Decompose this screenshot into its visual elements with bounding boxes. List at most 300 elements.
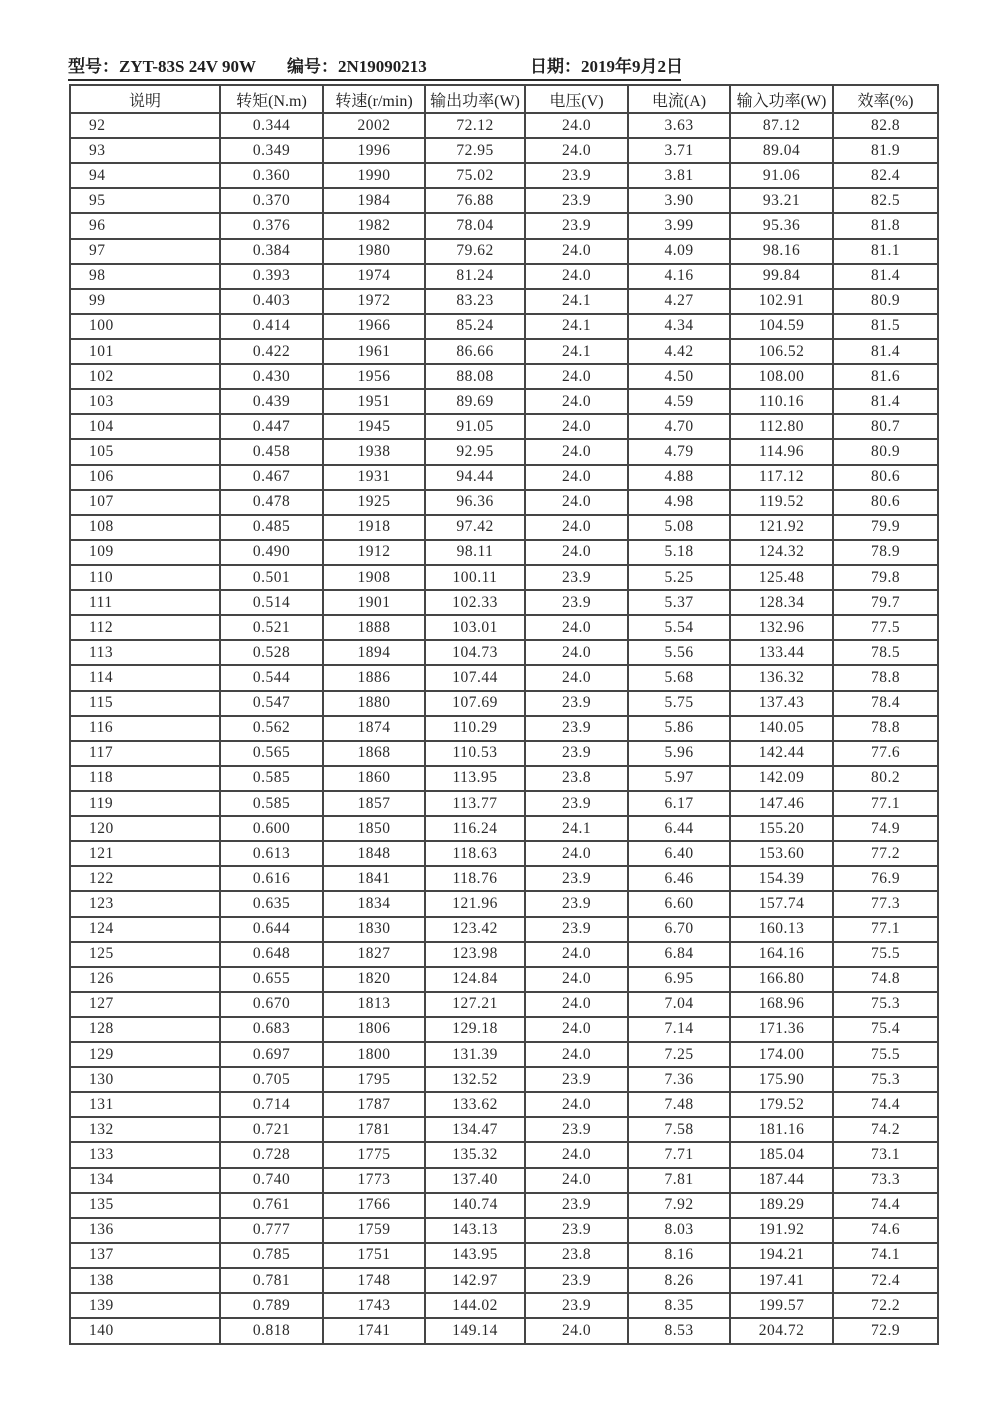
table-row (70, 590, 938, 615)
cell-desc: 108 (70, 515, 220, 540)
cell-efficiency: 78.8 (833, 665, 938, 690)
motor-test-data-table (69, 84, 939, 1345)
table-row (70, 841, 938, 866)
cell-input-power: 110.16 (730, 389, 833, 414)
table-row (70, 414, 938, 439)
cell-current: 7.25 (628, 1042, 730, 1067)
cell-speed: 1880 (323, 691, 425, 716)
cell-speed: 1874 (323, 716, 425, 741)
table-row (70, 1142, 938, 1167)
cell-torque: 0.490 (220, 540, 323, 565)
cell-torque: 0.721 (220, 1117, 323, 1142)
cell-output-power: 123.98 (425, 942, 525, 967)
cell-speed: 1806 (323, 1017, 425, 1042)
cell-torque: 0.439 (220, 389, 323, 414)
cell-speed: 1820 (323, 967, 425, 992)
cell-output-power: 79.62 (425, 239, 525, 264)
cell-current: 5.25 (628, 565, 730, 590)
cell-torque: 0.585 (220, 766, 323, 791)
cell-output-power: 83.23 (425, 289, 525, 314)
table-row (70, 565, 938, 590)
cell-torque: 0.528 (220, 640, 323, 665)
cell-input-power: 197.41 (730, 1268, 833, 1293)
cell-speed: 1743 (323, 1293, 425, 1318)
cell-input-power: 136.32 (730, 665, 833, 690)
cell-current: 7.14 (628, 1017, 730, 1042)
cell-output-power: 89.69 (425, 389, 525, 414)
cell-current: 4.98 (628, 490, 730, 515)
cell-voltage: 23.8 (525, 766, 628, 791)
cell-output-power: 72.95 (425, 138, 525, 163)
table-row (70, 339, 938, 364)
cell-desc: 92 (70, 113, 220, 138)
cell-desc: 127 (70, 992, 220, 1017)
cell-voltage: 24.0 (525, 515, 628, 540)
cell-current: 4.34 (628, 314, 730, 339)
cell-current: 4.79 (628, 439, 730, 464)
cell-current: 5.96 (628, 741, 730, 766)
cell-voltage: 24.0 (525, 665, 628, 690)
cell-torque: 0.403 (220, 289, 323, 314)
cell-current: 7.81 (628, 1168, 730, 1193)
cell-speed: 1848 (323, 841, 425, 866)
cell-voltage: 23.9 (525, 1193, 628, 1218)
table-row (70, 188, 938, 213)
cell-output-power: 149.14 (425, 1318, 525, 1344)
cell-voltage: 24.0 (525, 640, 628, 665)
cell-torque: 0.562 (220, 716, 323, 741)
cell-speed: 1787 (323, 1092, 425, 1117)
cell-voltage: 24.0 (525, 239, 628, 264)
cell-output-power: 121.96 (425, 891, 525, 916)
cell-efficiency: 82.5 (833, 188, 938, 213)
cell-output-power: 107.44 (425, 665, 525, 690)
cell-efficiency: 72.2 (833, 1293, 938, 1318)
cell-desc: 140 (70, 1318, 220, 1344)
cell-voltage: 24.0 (525, 439, 628, 464)
cell-desc: 93 (70, 138, 220, 163)
cell-torque: 0.501 (220, 565, 323, 590)
cell-voltage: 24.0 (525, 1318, 628, 1344)
cell-desc: 104 (70, 414, 220, 439)
table-row (70, 113, 938, 138)
cell-torque: 0.740 (220, 1168, 323, 1193)
cell-torque: 0.547 (220, 691, 323, 716)
cell-efficiency: 78.4 (833, 691, 938, 716)
cell-speed: 1984 (323, 188, 425, 213)
table-row (70, 741, 938, 766)
cell-speed: 1830 (323, 917, 425, 942)
cell-current: 4.88 (628, 465, 730, 490)
cell-desc: 125 (70, 942, 220, 967)
cell-output-power: 123.42 (425, 917, 525, 942)
cell-input-power: 125.48 (730, 565, 833, 590)
cell-desc: 119 (70, 791, 220, 816)
date-label: 日期：2019年9月2日 (530, 57, 683, 76)
cell-output-power: 134.47 (425, 1117, 525, 1142)
column-header-voltage: 电压(V) (525, 85, 628, 113)
column-header-desc: 说明 (70, 85, 220, 113)
cell-desc: 135 (70, 1193, 220, 1218)
cell-input-power: 160.13 (730, 917, 833, 942)
cell-efficiency: 80.9 (833, 289, 938, 314)
cell-output-power: 76.88 (425, 188, 525, 213)
cell-desc: 99 (70, 289, 220, 314)
cell-voltage: 24.1 (525, 314, 628, 339)
model-label: 型号：ZYT-83S 24V 90W (68, 57, 256, 76)
cell-input-power: 153.60 (730, 841, 833, 866)
cell-voltage: 24.0 (525, 138, 628, 163)
cell-speed: 1834 (323, 891, 425, 916)
cell-voltage: 24.0 (525, 414, 628, 439)
cell-current: 5.56 (628, 640, 730, 665)
cell-speed: 1886 (323, 665, 425, 690)
cell-speed: 1795 (323, 1067, 425, 1092)
cell-current: 3.90 (628, 188, 730, 213)
cell-torque: 0.683 (220, 1017, 323, 1042)
cell-output-power: 98.11 (425, 540, 525, 565)
cell-efficiency: 75.4 (833, 1017, 938, 1042)
cell-input-power: 189.29 (730, 1193, 833, 1218)
cell-speed: 1925 (323, 490, 425, 515)
cell-desc: 117 (70, 741, 220, 766)
cell-efficiency: 74.1 (833, 1243, 938, 1268)
cell-voltage: 23.9 (525, 1117, 628, 1142)
table-row (70, 891, 938, 916)
cell-output-power: 143.13 (425, 1218, 525, 1243)
cell-current: 4.09 (628, 239, 730, 264)
cell-voltage: 24.0 (525, 967, 628, 992)
cell-torque: 0.478 (220, 490, 323, 515)
cell-speed: 1931 (323, 465, 425, 490)
table-row (70, 1218, 938, 1243)
cell-input-power: 171.36 (730, 1017, 833, 1042)
cell-voltage: 24.0 (525, 1142, 628, 1167)
cell-desc: 124 (70, 917, 220, 942)
cell-efficiency: 73.1 (833, 1142, 938, 1167)
cell-torque: 0.447 (220, 414, 323, 439)
cell-desc: 116 (70, 716, 220, 741)
cell-output-power: 91.05 (425, 414, 525, 439)
cell-speed: 1860 (323, 766, 425, 791)
cell-current: 7.04 (628, 992, 730, 1017)
cell-voltage: 24.1 (525, 816, 628, 841)
cell-current: 7.92 (628, 1193, 730, 1218)
cell-current: 8.03 (628, 1218, 730, 1243)
cell-efficiency: 77.1 (833, 917, 938, 942)
cell-input-power: 179.52 (730, 1092, 833, 1117)
cell-speed: 1990 (323, 163, 425, 188)
cell-input-power: 89.04 (730, 138, 833, 163)
cell-output-power: 132.52 (425, 1067, 525, 1092)
cell-voltage: 24.0 (525, 1042, 628, 1067)
cell-output-power: 142.97 (425, 1268, 525, 1293)
cell-voltage: 24.0 (525, 1168, 628, 1193)
cell-speed: 1781 (323, 1117, 425, 1142)
cell-voltage: 23.9 (525, 1067, 628, 1092)
cell-torque: 0.393 (220, 264, 323, 289)
cell-efficiency: 74.8 (833, 967, 938, 992)
cell-current: 5.37 (628, 590, 730, 615)
cell-input-power: 108.00 (730, 364, 833, 389)
cell-efficiency: 79.8 (833, 565, 938, 590)
cell-input-power: 140.05 (730, 716, 833, 741)
cell-speed: 1938 (323, 439, 425, 464)
cell-speed: 2002 (323, 113, 425, 138)
cell-torque: 0.777 (220, 1218, 323, 1243)
cell-torque: 0.728 (220, 1142, 323, 1167)
cell-torque: 0.616 (220, 866, 323, 891)
cell-input-power: 102.91 (730, 289, 833, 314)
cell-efficiency: 78.8 (833, 716, 938, 741)
cell-efficiency: 77.1 (833, 791, 938, 816)
cell-efficiency: 73.3 (833, 1168, 938, 1193)
cell-speed: 1775 (323, 1142, 425, 1167)
cell-desc: 139 (70, 1293, 220, 1318)
cell-voltage: 23.9 (525, 565, 628, 590)
cell-desc: 113 (70, 640, 220, 665)
cell-input-power: 157.74 (730, 891, 833, 916)
cell-speed: 1918 (323, 515, 425, 540)
cell-output-power: 85.24 (425, 314, 525, 339)
cell-speed: 1766 (323, 1193, 425, 1218)
table-row (70, 1268, 938, 1293)
cell-torque: 0.655 (220, 967, 323, 992)
cell-speed: 1956 (323, 364, 425, 389)
cell-output-power: 124.84 (425, 967, 525, 992)
cell-efficiency: 81.1 (833, 239, 938, 264)
cell-torque: 0.781 (220, 1268, 323, 1293)
cell-desc: 129 (70, 1042, 220, 1067)
cell-speed: 1850 (323, 816, 425, 841)
document-header (68, 55, 681, 81)
cell-output-power: 86.66 (425, 339, 525, 364)
cell-voltage: 24.0 (525, 942, 628, 967)
cell-current: 5.18 (628, 540, 730, 565)
cell-voltage: 23.9 (525, 741, 628, 766)
cell-efficiency: 72.4 (833, 1268, 938, 1293)
cell-speed: 1748 (323, 1268, 425, 1293)
cell-input-power: 155.20 (730, 816, 833, 841)
cell-speed: 1974 (323, 264, 425, 289)
cell-output-power: 81.24 (425, 264, 525, 289)
cell-desc: 118 (70, 766, 220, 791)
cell-desc: 95 (70, 188, 220, 213)
cell-input-power: 95.36 (730, 213, 833, 238)
cell-voltage: 23.9 (525, 213, 628, 238)
table-row (70, 766, 938, 791)
cell-desc: 138 (70, 1268, 220, 1293)
cell-current: 5.08 (628, 515, 730, 540)
cell-input-power: 181.16 (730, 1117, 833, 1142)
table-row (70, 490, 938, 515)
cell-input-power: 121.92 (730, 515, 833, 540)
cell-efficiency: 80.2 (833, 766, 938, 791)
cell-speed: 1972 (323, 289, 425, 314)
cell-speed: 1813 (323, 992, 425, 1017)
cell-torque: 0.430 (220, 364, 323, 389)
cell-voltage: 23.9 (525, 691, 628, 716)
table-row (70, 1042, 938, 1067)
cell-input-power: 112.80 (730, 414, 833, 439)
cell-desc: 122 (70, 866, 220, 891)
column-header-output-power: 输出功率(W) (425, 85, 525, 113)
cell-voltage: 24.0 (525, 113, 628, 138)
cell-input-power: 164.16 (730, 942, 833, 967)
cell-input-power: 142.44 (730, 741, 833, 766)
table-header-row (70, 85, 938, 113)
cell-desc: 96 (70, 213, 220, 238)
cell-voltage: 24.0 (525, 364, 628, 389)
cell-torque: 0.644 (220, 917, 323, 942)
cell-output-power: 113.77 (425, 791, 525, 816)
cell-torque: 0.635 (220, 891, 323, 916)
cell-desc: 128 (70, 1017, 220, 1042)
cell-efficiency: 80.7 (833, 414, 938, 439)
cell-efficiency: 77.6 (833, 741, 938, 766)
cell-current: 4.50 (628, 364, 730, 389)
cell-voltage: 23.9 (525, 791, 628, 816)
cell-efficiency: 80.6 (833, 465, 938, 490)
cell-voltage: 23.9 (525, 1293, 628, 1318)
cell-speed: 1800 (323, 1042, 425, 1067)
cell-efficiency: 74.4 (833, 1092, 938, 1117)
cell-output-power: 94.44 (425, 465, 525, 490)
cell-desc: 133 (70, 1142, 220, 1167)
cell-input-power: 194.21 (730, 1243, 833, 1268)
cell-torque: 0.818 (220, 1318, 323, 1344)
cell-efficiency: 75.3 (833, 992, 938, 1017)
table-row (70, 289, 938, 314)
table-row (70, 1193, 938, 1218)
cell-voltage: 23.9 (525, 188, 628, 213)
cell-speed: 1841 (323, 866, 425, 891)
table-row (70, 967, 938, 992)
cell-voltage: 23.8 (525, 1243, 628, 1268)
cell-input-power: 104.59 (730, 314, 833, 339)
cell-current: 3.63 (628, 113, 730, 138)
table-row (70, 1067, 938, 1092)
cell-current: 6.40 (628, 841, 730, 866)
cell-input-power: 132.96 (730, 615, 833, 640)
cell-output-power: 137.40 (425, 1168, 525, 1193)
cell-speed: 1901 (323, 590, 425, 615)
cell-desc: 97 (70, 239, 220, 264)
cell-output-power: 113.95 (425, 766, 525, 791)
table-row (70, 791, 938, 816)
table-row (70, 640, 938, 665)
cell-desc: 102 (70, 364, 220, 389)
cell-output-power: 133.62 (425, 1092, 525, 1117)
cell-desc: 136 (70, 1218, 220, 1243)
cell-torque: 0.789 (220, 1293, 323, 1318)
cell-speed: 1773 (323, 1168, 425, 1193)
cell-torque: 0.565 (220, 741, 323, 766)
cell-voltage: 24.0 (525, 490, 628, 515)
cell-torque: 0.714 (220, 1092, 323, 1117)
cell-torque: 0.600 (220, 816, 323, 841)
cell-torque: 0.670 (220, 992, 323, 1017)
table-row (70, 665, 938, 690)
cell-efficiency: 81.4 (833, 389, 938, 414)
cell-voltage: 24.1 (525, 289, 628, 314)
cell-torque: 0.785 (220, 1243, 323, 1268)
cell-output-power: 110.29 (425, 716, 525, 741)
cell-speed: 1888 (323, 615, 425, 640)
cell-current: 6.95 (628, 967, 730, 992)
cell-input-power: 154.39 (730, 866, 833, 891)
cell-input-power: 106.52 (730, 339, 833, 364)
cell-efficiency: 74.2 (833, 1117, 938, 1142)
cell-desc: 134 (70, 1168, 220, 1193)
cell-input-power: 128.34 (730, 590, 833, 615)
cell-efficiency: 75.5 (833, 942, 938, 967)
cell-input-power: 185.04 (730, 1142, 833, 1167)
cell-torque: 0.697 (220, 1042, 323, 1067)
table-body (70, 113, 938, 1344)
column-header-input-power: 输入功率(W) (730, 85, 833, 113)
cell-efficiency: 81.6 (833, 364, 938, 389)
table-row (70, 163, 938, 188)
cell-desc: 112 (70, 615, 220, 640)
cell-input-power: 114.96 (730, 439, 833, 464)
cell-desc: 110 (70, 565, 220, 590)
cell-torque: 0.376 (220, 213, 323, 238)
cell-efficiency: 79.7 (833, 590, 938, 615)
cell-torque: 0.613 (220, 841, 323, 866)
cell-desc: 100 (70, 314, 220, 339)
cell-voltage: 24.0 (525, 540, 628, 565)
cell-desc: 132 (70, 1117, 220, 1142)
table-row (70, 1017, 938, 1042)
cell-speed: 1908 (323, 565, 425, 590)
cell-output-power: 131.39 (425, 1042, 525, 1067)
cell-current: 4.16 (628, 264, 730, 289)
cell-speed: 1982 (323, 213, 425, 238)
cell-efficiency: 82.4 (833, 163, 938, 188)
cell-torque: 0.458 (220, 439, 323, 464)
cell-voltage: 24.0 (525, 992, 628, 1017)
cell-desc: 111 (70, 590, 220, 615)
cell-voltage: 23.9 (525, 716, 628, 741)
cell-input-power: 117.12 (730, 465, 833, 490)
cell-output-power: 110.53 (425, 741, 525, 766)
table-row (70, 540, 938, 565)
cell-desc: 123 (70, 891, 220, 916)
cell-output-power: 129.18 (425, 1017, 525, 1042)
cell-speed: 1827 (323, 942, 425, 967)
cell-torque: 0.485 (220, 515, 323, 540)
cell-current: 8.16 (628, 1243, 730, 1268)
cell-desc: 101 (70, 339, 220, 364)
table-row (70, 866, 938, 891)
cell-desc: 121 (70, 841, 220, 866)
cell-torque: 0.344 (220, 113, 323, 138)
cell-torque: 0.422 (220, 339, 323, 364)
cell-voltage: 24.0 (525, 465, 628, 490)
cell-torque: 0.705 (220, 1067, 323, 1092)
cell-voltage: 24.0 (525, 1017, 628, 1042)
cell-efficiency: 74.4 (833, 1193, 938, 1218)
cell-current: 6.46 (628, 866, 730, 891)
cell-current: 7.48 (628, 1092, 730, 1117)
cell-input-power: 98.16 (730, 239, 833, 264)
cell-current: 4.70 (628, 414, 730, 439)
cell-output-power: 88.08 (425, 364, 525, 389)
table-row (70, 465, 938, 490)
cell-speed: 1951 (323, 389, 425, 414)
cell-desc: 120 (70, 816, 220, 841)
